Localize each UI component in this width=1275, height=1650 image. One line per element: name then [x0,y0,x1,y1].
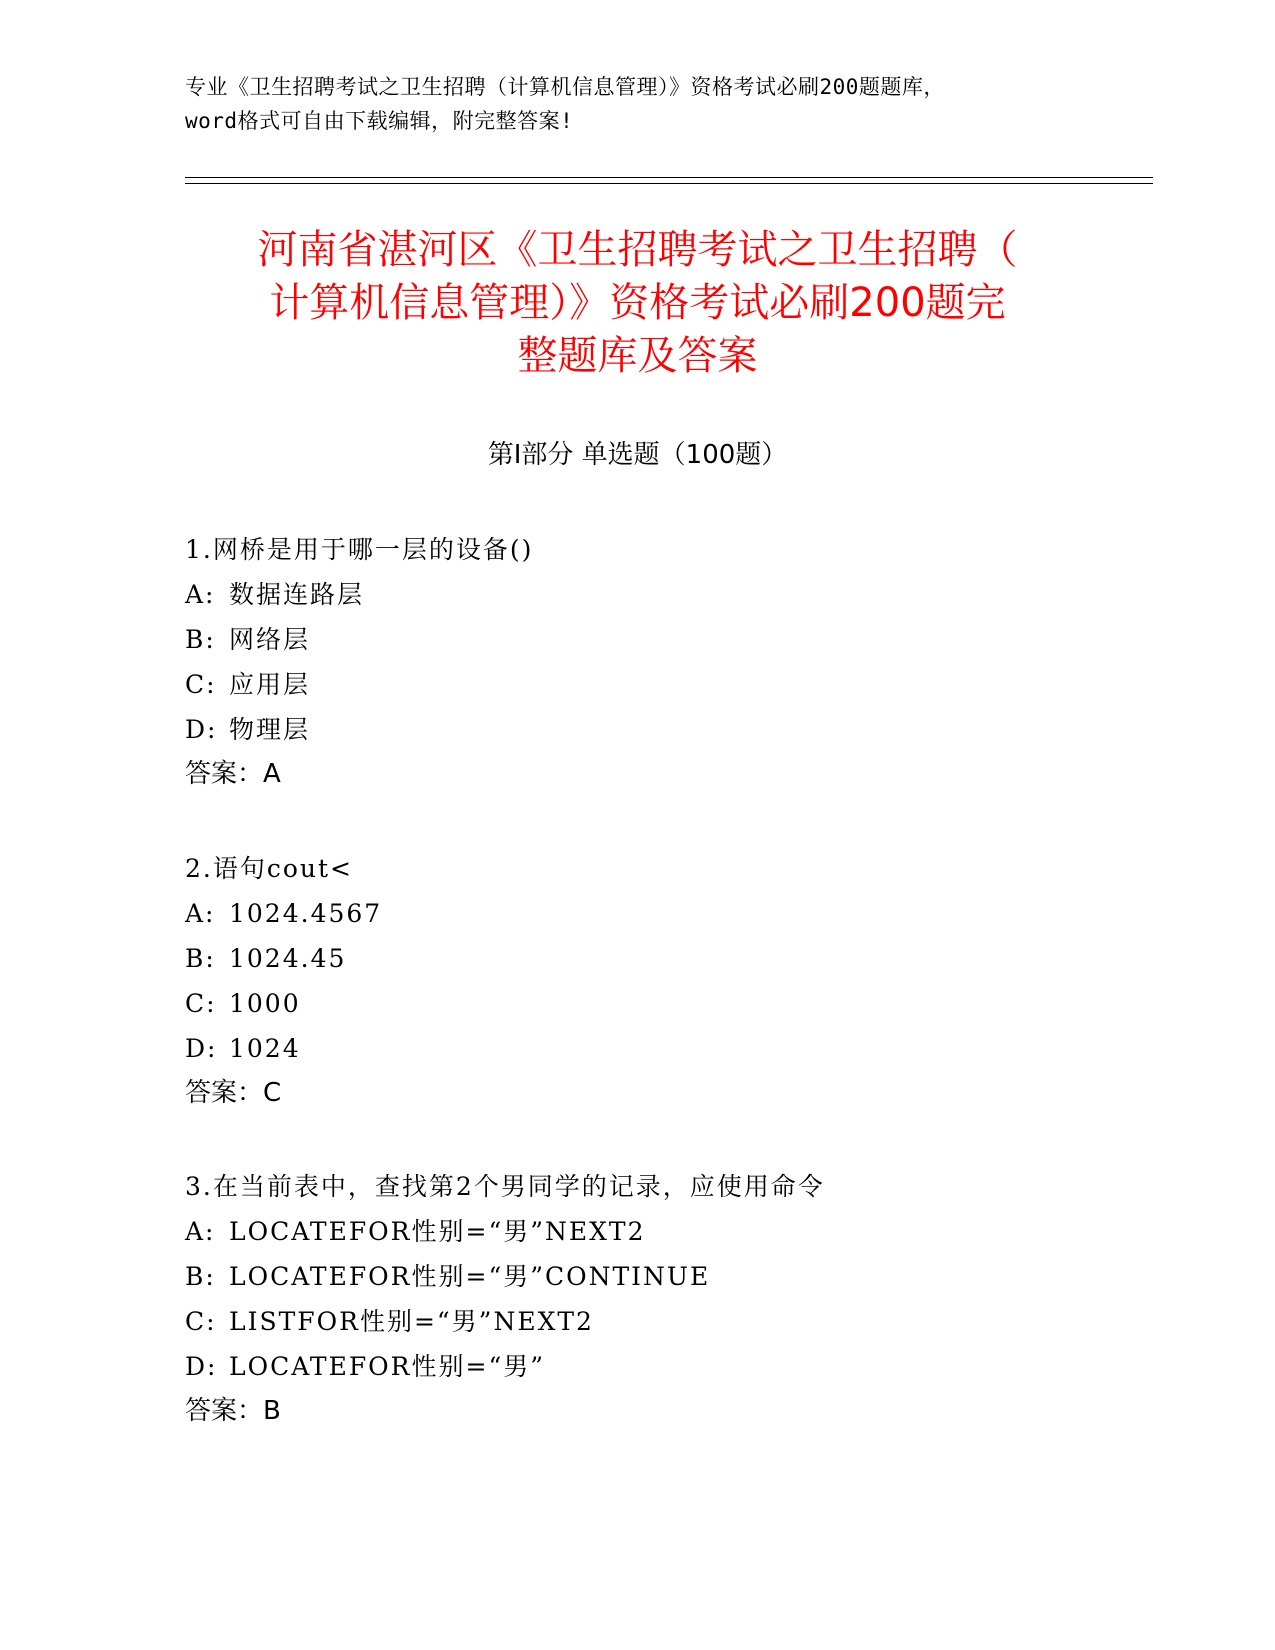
option-label: C: [185,989,217,1018]
question-stem: 2.语句cout< [185,854,354,883]
option-label: D: [185,1034,218,1063]
document-title [185,224,1090,383]
section-heading: 第Ⅰ部分 单选题（100题） [487,440,788,470]
option-d [185,1026,1135,1071]
option-label: D: [185,715,218,744]
option-text: 1024 [229,1034,301,1063]
question-stem: 1.网桥是用于哪一层的设备() [185,535,534,564]
option-text: 应用层 [229,670,311,699]
option-a [185,572,1135,617]
option-text: LISTFOR性别=“男”NEXT2 [229,1307,594,1336]
answer: 答案：B [185,1396,281,1426]
header-divider-bottom [185,183,1153,184]
header-note-line-2: word格式可自由下载编辑，附完整答案! [185,109,574,133]
option-b [185,617,1135,662]
option-c [185,981,1135,1026]
option-label: A: [185,1217,216,1246]
option-label: B: [185,944,216,973]
option-a [185,1209,1135,1254]
option-label: A: [185,580,216,609]
document-title-line-3: 整题库及答案 [517,333,758,379]
header-note [185,70,1085,138]
document-title-line-2: 计算机信息管理）》资格考试必刷200题完 [269,280,1006,326]
question-stem: 3.在当前表中，查找第2个男同学的记录，应使用命令 [185,1172,825,1201]
option-text: LOCATEFOR性别=“男” [229,1352,546,1381]
option-label: A: [185,899,216,928]
option-b [185,1254,1135,1299]
option-text: 数据连路层 [229,580,365,609]
option-d [185,1344,1135,1389]
option-text: LOCATEFOR性别=“男”CONTINUE [229,1262,711,1291]
question-2 [185,846,1135,1116]
option-text: 1024.45 [229,944,347,973]
header-note-line-1: 专业《卫生招聘考试之卫生招聘（计算机信息管理）》资格考试必刷200题题库， [185,75,945,99]
option-c [185,662,1135,707]
option-c [185,1299,1135,1344]
option-label: B: [185,1262,216,1291]
option-text: 网络层 [229,625,311,654]
option-text: 1000 [229,989,301,1018]
option-b [185,936,1135,981]
option-label: D: [185,1352,218,1381]
option-text: 物理层 [229,715,311,744]
question-1 [185,527,1135,797]
option-d [185,707,1135,752]
option-a [185,891,1135,936]
option-label: C: [185,670,217,699]
option-label: B: [185,625,216,654]
header-divider-top [185,177,1153,178]
document-title-line-1: 河南省湛河区《卫生招聘考试之卫生招聘（ [257,227,1018,273]
question-3 [185,1164,1135,1434]
option-text: 1024.4567 [229,899,383,928]
option-label: C: [185,1307,217,1336]
answer: 答案：A [185,759,281,789]
option-text: LOCATEFOR性别=“男”NEXT2 [229,1217,646,1246]
answer: 答案：C [185,1078,282,1108]
